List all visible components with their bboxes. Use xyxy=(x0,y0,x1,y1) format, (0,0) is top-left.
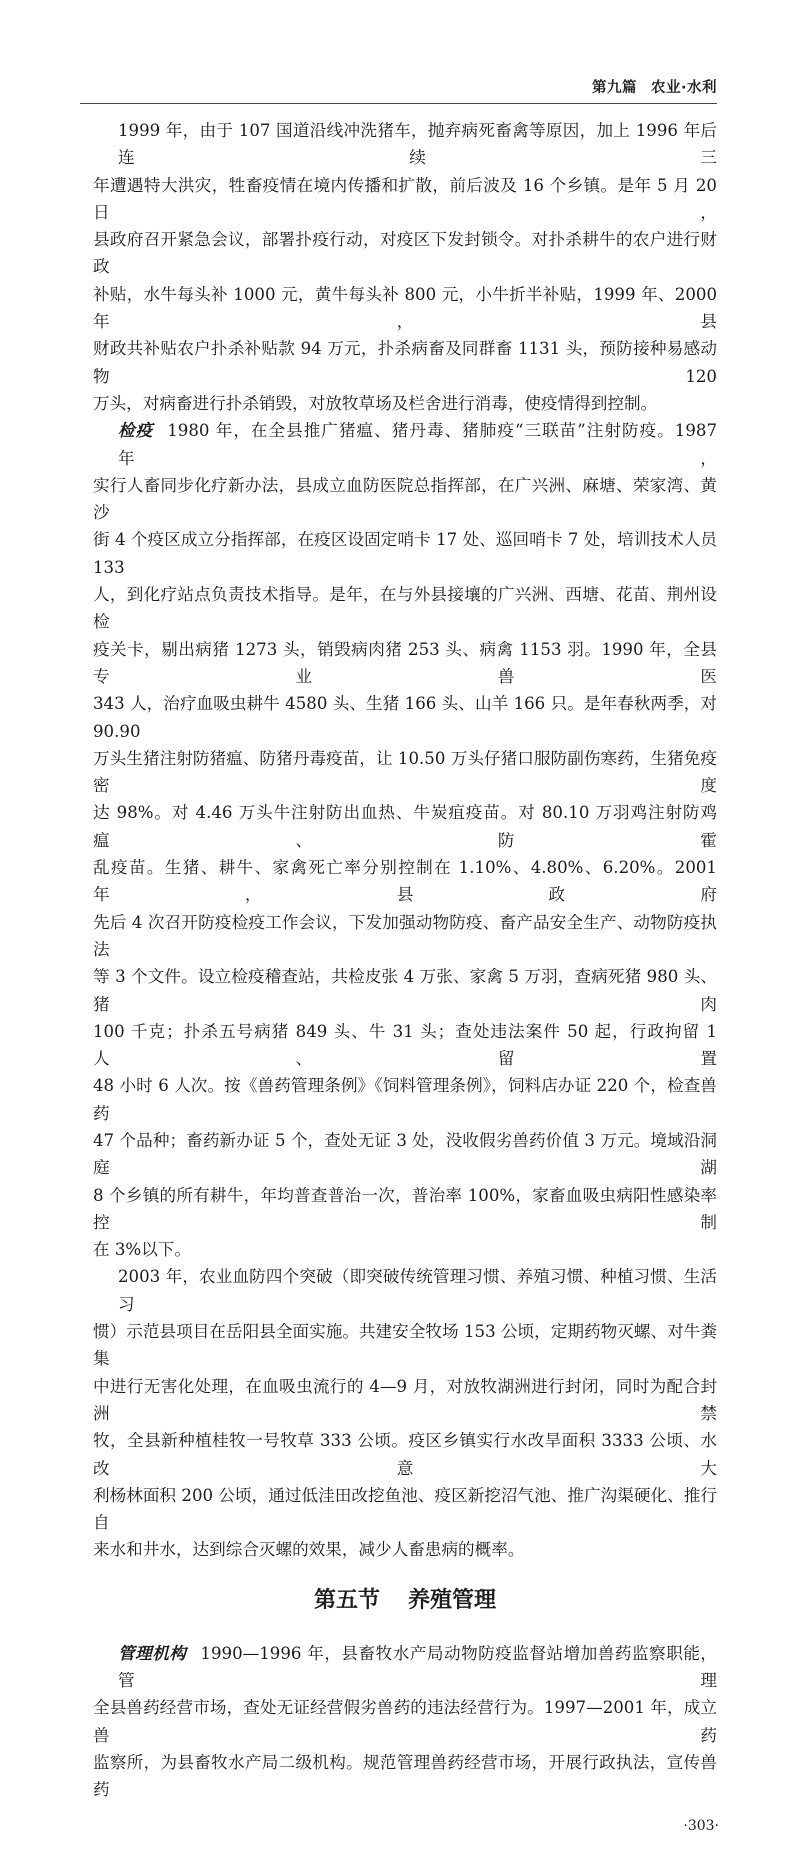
text-line xyxy=(93,1373,717,1428)
text-line xyxy=(93,1127,717,1182)
text-line xyxy=(93,1694,717,1749)
line-text: 48 小时 6 人次。按《兽药管理条例》《饲料管理条例》，饲料店办证 220 个，检查兽药 xyxy=(93,1076,717,1123)
text-line xyxy=(93,335,717,390)
text-line xyxy=(93,226,717,281)
line-text: 全县兽药经营市场，查处无证经营假劣兽药的违法经营行为。1997—2001 年，成立兽药 xyxy=(93,1698,717,1745)
paragraph-epidemic-1999 xyxy=(93,117,717,417)
line-text: 343 人，治疗血吸虫耕牛 4580 头、生猪 166 头、山羊 166 只。是年春秋两季，对 90.90 xyxy=(93,694,717,741)
text-line xyxy=(93,1640,717,1695)
line-text: 人，到化疗站点负责技术指导。是年，在与外县接壤的广兴洲、西塘、花苗、荆州设检 xyxy=(93,585,717,632)
section-title: 养殖管理 xyxy=(408,1587,497,1613)
text-line xyxy=(93,854,717,909)
text-line xyxy=(93,417,717,472)
line-text: 乱疫苗。生猪、耕牛、家禽死亡率分别控制在 1.10%、4.80%、6.20%。2001 年，县政府 xyxy=(93,858,717,905)
text-line xyxy=(93,1182,717,1237)
line-text: 1980 年，在全县推广猪瘟、猪丹毒、猪肺疫“三联苗”注射防疫。1987 年， xyxy=(118,421,718,468)
line-text: 来水和井水，达到综合灭螺的效果，减少人畜患病的概率。 xyxy=(93,1540,525,1560)
text-line xyxy=(93,172,717,227)
page-number: ·303· xyxy=(683,1817,719,1834)
line-text: 疫关卡，剔出病猪 1273 头，销毁病肉猪 253 头、病禽 1153 羽。1990 年，全县专业兽医 xyxy=(93,639,717,686)
run-in-term: 检疫 xyxy=(118,420,154,441)
text-line xyxy=(93,636,717,691)
text-line xyxy=(93,390,717,417)
text-line xyxy=(93,281,717,336)
text-line xyxy=(93,472,717,527)
line-text: 牧，全县新种植桂牧一号牧草 333 公顷。疫区乡镇实行水改旱面积 3333 公顷、水改意大 xyxy=(93,1431,717,1478)
line-text: 47 个品种；畜药新办证 5 个，查处无证 3 处，没收假劣兽药价值 3 万元。境域沿洞庭湖 xyxy=(93,1130,717,1178)
text-line xyxy=(93,1072,717,1127)
text-line xyxy=(93,745,717,800)
line-text: 财政共补贴农户扑杀补贴款 94 万元，扑杀病畜及同群畜 1131 头，预防接种易感动物 120 xyxy=(93,339,717,386)
line-text: 利杨林面积 200 公顷，通过低洼田改挖鱼池、疫区新挖沼气池、推广沟渠硬化、推行自 xyxy=(93,1485,717,1533)
text-line xyxy=(93,1318,717,1373)
line-text: 街 4 个疫区成立分指挥部，在疫区设固定哨卡 17 处、巡回哨卡 7 处，培训技术人员 133 xyxy=(93,530,717,577)
section-number: 第五节 xyxy=(313,1587,380,1613)
line-text: 100 千克；扑杀五号病猪 849 头、牛 31 头；查处违法案件 50 起，行政拘留 1 人、留置 xyxy=(93,1021,717,1069)
line-text: 万头生猪注射防猪瘟、防猪丹毒疫苗，让 10.50 万头仔猪口服防副伤寒药，生猪免疫密度 xyxy=(93,748,717,796)
text-line xyxy=(93,799,717,854)
section-heading xyxy=(93,1586,717,1616)
line-text: 惯）示范县项目在岳阳县全面实施。共建安全牧场 153 公顷，定期药物灭螺、对牛粪集 xyxy=(93,1322,717,1369)
line-text: 县政府召开紧急会议，部署扑疫行动，对疫区下发封锁令。对扑杀耕牛的农户进行财政 xyxy=(93,230,717,277)
text-line xyxy=(93,581,717,636)
line-text: 1999 年，由于 107 国道沿线冲洗猪车，抛弃病死畜禽等原因，加上 1996 年后连续三 xyxy=(118,121,717,168)
text-line xyxy=(93,1236,717,1263)
paragraph-schistosomiasis-2003 xyxy=(93,1263,717,1563)
text-line xyxy=(93,1536,717,1563)
text-line xyxy=(93,1427,717,1482)
text-line xyxy=(93,1018,717,1073)
line-text: 实行人畜同步化疗新办法，县成立血防医院总指挥部，在广兴洲、麻塘、荣家湾、黄沙 xyxy=(93,475,717,523)
text-line xyxy=(93,963,717,1018)
text-line xyxy=(93,909,717,964)
paragraph-management-agency xyxy=(93,1640,717,1804)
line-text: 达 98%。对 4.46 万头牛注射防出血热、牛炭疽疫苗。对 80.10 万羽鸡注射防鸡瘟、防霍 xyxy=(93,803,717,850)
text-line xyxy=(93,690,717,745)
line-text: 8 个乡镇的所有耕牛，年均普查普治一次，普治率 100%，家畜血吸虫病阳性感染率控制 xyxy=(93,1185,717,1232)
page-body xyxy=(93,0,717,1866)
text-line xyxy=(93,117,717,172)
line-text: 1990—1996 年，县畜牧水产局动物防疫监督站增加兽药监察职能，管理 xyxy=(118,1643,718,1691)
header-part: 第九篇 xyxy=(591,80,637,96)
line-text: 补贴，水牛每头补 1000 元，黄牛每头补 800 元，小牛折半补贴，1999 年、2000 年，县 xyxy=(93,284,717,332)
line-text: 万头，对病畜进行扑杀销毁，对放牧草场及栏舍进行消毒，使疫情得到控制。 xyxy=(93,393,658,413)
line-text: 在 3%以下。 xyxy=(93,1240,191,1260)
line-text: 中进行无害化处理，在血吸虫流行的 4—9 月，对放牧湖洲进行封闭，同时为配合封洲禁 xyxy=(93,1376,717,1423)
text-line xyxy=(93,1263,717,1318)
line-text: 年遭遇特大洪灾，牲畜疫情在境内传播和扩散，前后波及 16 个乡镇。是年 5 月 20 日， xyxy=(93,175,717,222)
line-text: 监察所，为县畜牧水产局二级机构。规范管理兽药经营市场，开展行政执法，宣传兽药 xyxy=(93,1752,717,1800)
line-text: 2003 年，农业血防四个突破（即突破传统管理习惯、养殖习惯、种植习惯、生活习 xyxy=(118,1267,717,1314)
line-text: 先后 4 次召开防疫检疫工作会议，下发加强动物防疫、畜产品安全生产、动物防疫执法 xyxy=(93,912,717,959)
header-title: 农业·水利 xyxy=(650,80,717,96)
text-line xyxy=(93,1482,717,1537)
run-in-term: 管理机构 xyxy=(118,1642,187,1663)
text-line xyxy=(93,526,717,581)
paragraph-quarantine xyxy=(93,417,717,1263)
text-line xyxy=(93,1749,717,1804)
line-text: 等 3 个文件。设立检疫稽查站，共检皮张 4 万张、家禽 5 万羽，查病死猪 980 头、猪肉 xyxy=(93,967,717,1014)
